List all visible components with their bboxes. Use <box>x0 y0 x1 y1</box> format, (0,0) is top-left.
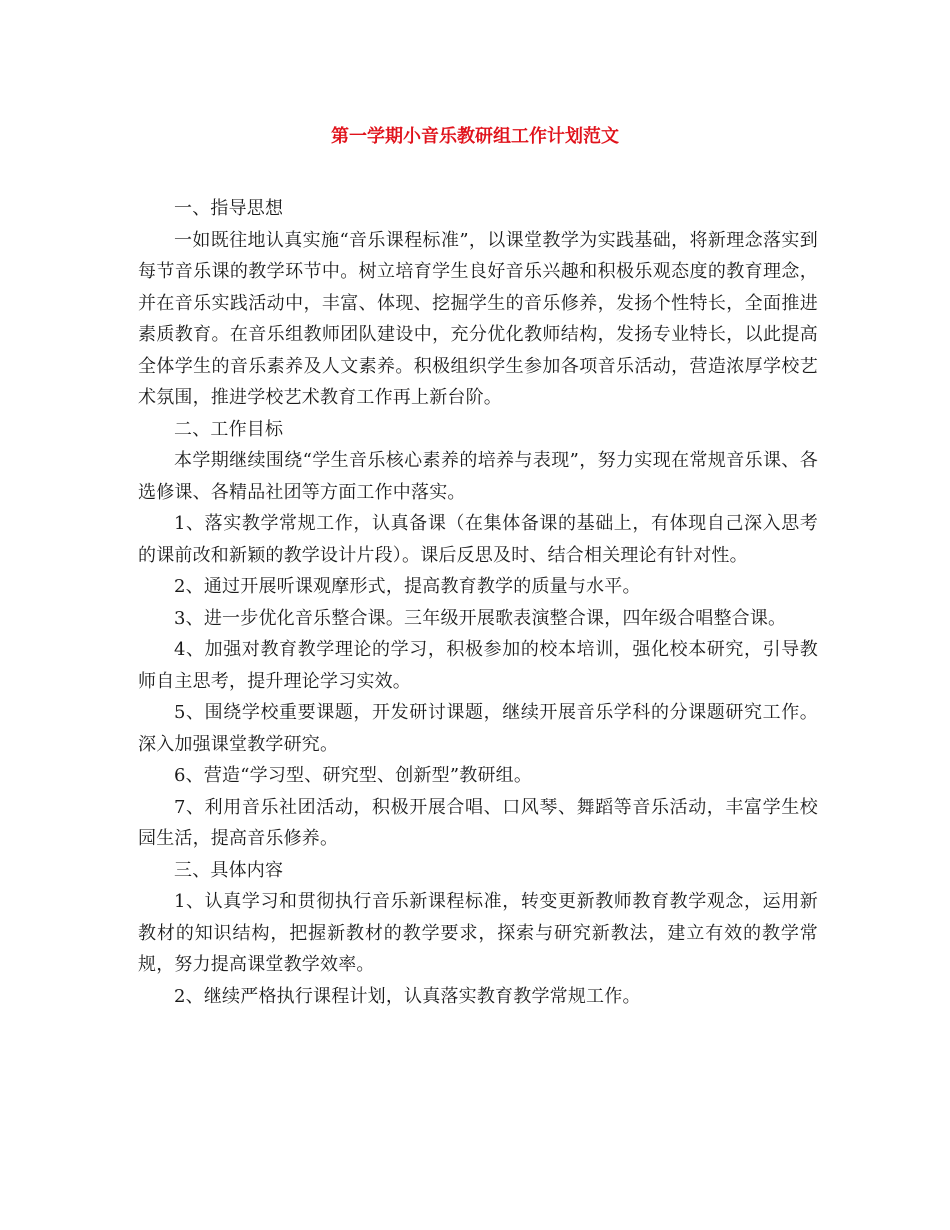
content-item-1: 1、认真学习和贯彻执行音乐新课程标准，转变更新教师教育教学观念，运用新教材的知识结构，把握新教材的教学要求，探索与研究新教法，建立有效的教学常规，努力提高课堂教学效率。 <box>138 891 818 975</box>
goal-item-4: 4、加强对教育教学理论的学习，积极参加的校本培训，强化校本研究，引导教师自主思考，提升理论学习实效。 <box>138 639 818 692</box>
goal-item-7: 7、利用音乐社团活动，积极开展合唱、口风琴、舞蹈等音乐活动，丰富学生校园生活，提高音乐修养。 <box>138 796 818 849</box>
paragraph-guiding-ideology: 一如既往地认真实施“音乐课程标准”，以课堂教学为实践基础，将新理念落实到每节音乐课的教学环节中。树立培育学生良好音乐兴趣和积极乐观态度的教育理念，并在音乐实践活动中，丰富、体现、挖掘学生的音乐修养，发扬个性特长，全面推进素质教育。在音乐组教师团队建设中，充分优化教师结构，发扬专业特长，以此提高全体学生的音乐素养及人文素养。积极组织学生参加各项音乐活动，营造浓厚学校艺术氛围，推进学校艺术教育工作再上新台阶。 <box>138 229 818 408</box>
goal-item-5: 5、围绕学校重要课题，开发研讨课题，继续开展音乐学科的分课题研究工作。深入加强课堂教学研究。 <box>138 702 818 755</box>
content-item-2: 2、继续严格执行课程计划，认真落实教育教学常规工作。 <box>174 985 641 1007</box>
document-title: 第一学期小音乐教研组工作计划范文 <box>331 126 619 147</box>
goal-item-6: 6、营造“学习型、研究型、创新型”教研组。 <box>174 765 533 786</box>
goal-item-3: 3、进一步优化音乐整合课。三年级开展歌表演整合课，四年级合唱整合课。 <box>174 607 787 629</box>
heading-specific-content: 三、具体内容 <box>174 859 284 881</box>
paragraph-work-goals-intro: 本学期继续围绕“学生音乐核心素养的培养与表现”，努力实现在常规音乐课、各选修课、各精品社团等方面工作中落实。 <box>138 450 818 503</box>
heading-guiding-ideology: 一、指导思想 <box>174 198 284 219</box>
document-body <box>138 193 818 1012</box>
heading-work-goals: 二、工作目标 <box>174 418 284 440</box>
goal-item-2: 2、通过开展听课观摩形式，提高教育教学的质量与水平。 <box>174 576 641 597</box>
goal-item-1: 1、落实教学常规工作，认真备课（在集体备课的基础上，有体现自己深入思考的课前改和新颖的教学设计片段）。课后反思及时、结合相关理论有针对性。 <box>138 513 818 566</box>
